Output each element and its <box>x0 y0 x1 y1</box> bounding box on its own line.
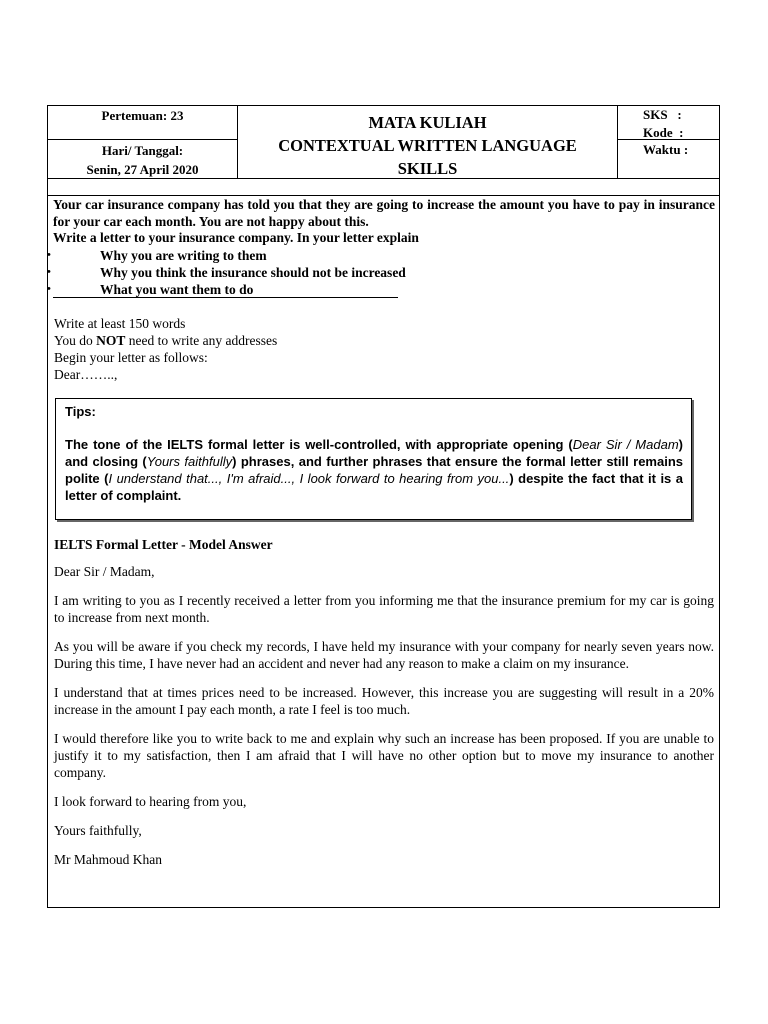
bullet-icon: • <box>47 283 51 295</box>
requirement-dear: Dear…….., <box>54 367 118 382</box>
tips-box <box>55 398 692 520</box>
letter-paragraph: I understand that at times prices need to be increased. However, this increase you are suggesting will result in a 20% increase in the amount I pay each month, a rate I feel is too much. <box>54 685 714 717</box>
bullet-underline <box>53 297 398 298</box>
sks-label: SKS : <box>643 107 682 122</box>
bullet-icon: • <box>47 266 51 278</box>
tips-text-2: ) and closing ( <box>65 437 683 469</box>
kode-label: Kode : <box>643 125 684 140</box>
requirement-word-count: Write at least 150 words <box>54 316 186 331</box>
header-left-cell <box>48 106 238 178</box>
task-prompt <box>53 197 715 247</box>
meeting-number: Pertemuan: 23 <box>48 106 237 140</box>
tips-text-3: ) phrases, and further phrases that ensure the formal letter still remains polite ( <box>65 454 683 486</box>
day-date-value: Senin, 27 April 2020 <box>86 162 199 177</box>
letter-paragraph: I am writing to you as I recently received a letter from you informing me that the insurance premium for my car is going to increase from next month. <box>54 593 714 625</box>
requirement-addresses <box>54 332 277 349</box>
tips-example-opening: Dear Sir / Madam <box>572 437 679 452</box>
header-table <box>47 105 720 179</box>
task-prompt-text: Your car insurance company has told you that they are going to increase the amount you have to pay in insurance for your car each month. You are not happy about this. <box>53 197 715 229</box>
tips-example-polite: I understand that..., I'm afraid..., I look forward to hearing from you... <box>108 471 510 486</box>
course-title <box>238 106 618 178</box>
sks-kode <box>618 106 720 140</box>
requirement-addresses-post: need to write any addresses <box>125 333 278 348</box>
task-bullet-list <box>47 247 447 298</box>
letter-salutation: Dear Sir / Madam, <box>54 564 155 579</box>
task-instruction: Write a letter to your insurance company. In your letter explain <box>53 230 419 245</box>
letter-paragraph: As you will be aware if you check my records, I have held my insurance with your company for nearly seven years now. During this time, I have never had an accident and never had any reason to make a claim on my insurance. <box>54 639 714 671</box>
letter-paragraph: I would therefore like you to write back to me and explain why such an increase has been proposed. If you are unable to justify it to my satisfaction, then I am afraid that I will have no other option but to move my insurance to another company. <box>54 731 714 780</box>
tips-paragraph <box>65 436 683 504</box>
bullet-text: Why you are writing to them <box>100 248 267 263</box>
model-answer-title: IELTS Formal Letter - Model Answer <box>54 537 273 552</box>
waktu-label: Waktu : <box>643 142 689 157</box>
course-title-line-3: SKILLS <box>397 159 458 178</box>
requirement-begin: Begin your letter as follows: <box>54 350 208 365</box>
header-spacer-row <box>47 178 720 196</box>
tips-title: Tips: <box>65 404 96 419</box>
list-item <box>47 264 447 281</box>
tips-example-closing: Yours faithfully <box>146 454 233 469</box>
tips-text-1: The tone of the IELTS formal letter is well-controlled, with appropriate opening ( <box>65 437 573 452</box>
day-date <box>48 140 237 180</box>
bullet-text: What you want them to do <box>100 282 254 297</box>
letter-closing: I look forward to hearing from you, <box>54 794 247 809</box>
bullet-text: Why you think the insurance should not be increased <box>100 265 406 280</box>
requirement-addresses-emphasis: NOT <box>96 333 126 348</box>
list-item <box>47 247 447 264</box>
course-title-line-2: CONTEXTUAL WRITTEN LANGUAGE <box>278 136 577 155</box>
course-title-line-1: MATA KULIAH <box>368 113 487 132</box>
model-letter <box>54 563 714 880</box>
list-item <box>47 281 447 298</box>
requirements <box>54 315 277 383</box>
day-date-label: Hari/ Tanggal: <box>101 143 184 158</box>
bullet-icon: • <box>47 249 51 261</box>
letter-signoff: Yours faithfully, <box>54 823 142 838</box>
letter-signature: Mr Mahmoud Khan <box>54 852 162 867</box>
tips-text-4: ) despite the fact that it is a letter of complaint. <box>65 471 683 503</box>
header-right-cell <box>618 106 720 178</box>
requirement-addresses-pre: You do <box>54 333 97 348</box>
